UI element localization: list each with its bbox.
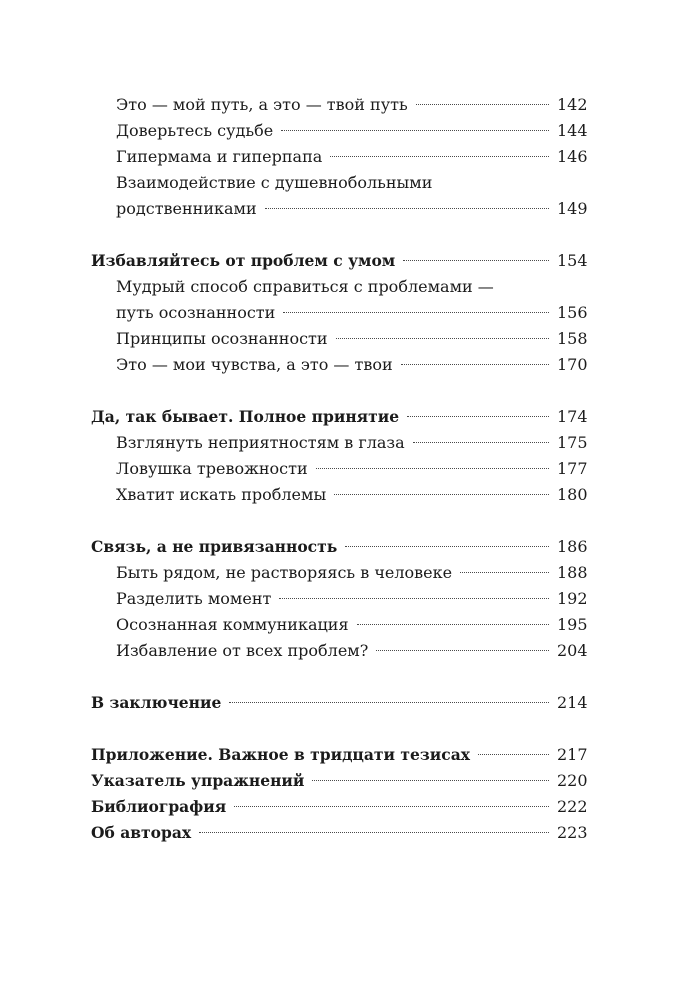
toc-entry-title: путь осознанности xyxy=(116,303,276,322)
toc-entry xyxy=(91,118,587,144)
toc-entry xyxy=(91,560,587,586)
toc-entry-title: Избавление от всех проблем? xyxy=(116,641,369,660)
toc-entry-page: 192 xyxy=(557,589,588,608)
toc-chapter-title: Избавляйтесь от проблем с умом xyxy=(91,251,396,270)
toc-entry xyxy=(91,586,587,612)
toc-entry xyxy=(91,430,587,456)
toc-entry-page: 158 xyxy=(557,329,588,348)
toc-entry-title: Взаимодействие с душевнобольными xyxy=(116,173,433,192)
toc-entry-page: 175 xyxy=(557,433,588,452)
toc-entry xyxy=(91,300,587,326)
dot-leader xyxy=(229,702,549,703)
toc-chapter xyxy=(91,742,587,768)
dot-leader xyxy=(234,806,549,807)
toc-chapter xyxy=(91,794,587,820)
toc-entry-title: Мудрый способ справиться с проблемами — xyxy=(116,277,494,296)
toc-chapter-title: В заключение xyxy=(91,693,222,712)
dot-leader xyxy=(407,416,549,417)
dot-leader xyxy=(330,156,549,157)
dot-leader xyxy=(336,338,549,339)
dot-leader xyxy=(460,572,549,573)
toc-entry-title: родственниками xyxy=(116,199,257,218)
toc-entry-page: 177 xyxy=(557,459,588,478)
dot-leader xyxy=(357,624,549,625)
toc-entry xyxy=(91,144,587,170)
toc-entry xyxy=(91,638,587,664)
toc-chapter-page: 174 xyxy=(557,407,588,426)
toc-entry-page: 180 xyxy=(557,485,588,504)
toc-entry-title: Осознанная коммуникация xyxy=(116,615,349,634)
dot-leader xyxy=(199,832,549,833)
dot-leader xyxy=(281,130,549,131)
dot-leader xyxy=(403,260,549,261)
dot-leader xyxy=(316,468,549,469)
toc-entry xyxy=(91,170,587,196)
toc-chapter-page: 217 xyxy=(557,745,588,764)
toc-entry-title: Принципы осознанности xyxy=(116,329,328,348)
toc-chapter xyxy=(91,820,587,846)
toc-entry xyxy=(91,196,587,222)
toc-chapter-title: Об авторах xyxy=(91,823,192,842)
dot-leader xyxy=(376,650,549,651)
toc-entry-page: 142 xyxy=(557,95,588,114)
dot-leader xyxy=(413,442,549,443)
toc-chapter-page: 214 xyxy=(557,693,588,712)
dot-leader xyxy=(312,780,549,781)
toc-entry-title: Доверьтесь судьбе xyxy=(116,121,274,140)
dot-leader xyxy=(334,494,549,495)
dot-leader xyxy=(478,754,549,755)
toc-entry xyxy=(91,92,587,118)
toc-entry-page: 204 xyxy=(557,641,588,660)
dot-leader xyxy=(283,312,549,313)
table-of-contents xyxy=(91,92,587,846)
dot-leader xyxy=(265,208,549,209)
toc-entry-title: Быть рядом, не растворяясь в человеке xyxy=(116,563,453,582)
toc-entry-title: Это — мои чувства, а это — твои xyxy=(116,355,393,374)
toc-entry xyxy=(91,326,587,352)
toc-entry xyxy=(91,456,587,482)
toc-chapter xyxy=(91,404,587,430)
dot-leader xyxy=(345,546,549,547)
toc-entry-title: Взглянуть неприятностям в глаза xyxy=(116,433,405,452)
toc-chapter-page: 222 xyxy=(557,797,588,816)
toc-entry-title: Разделить момент xyxy=(116,589,272,608)
toc-entry xyxy=(91,482,587,508)
toc-entry-title: Гипермама и гиперпапа xyxy=(116,147,323,166)
toc-entry-title: Хватит искать проблемы xyxy=(116,485,327,504)
toc-entry-page: 188 xyxy=(557,563,588,582)
toc-chapter-page: 154 xyxy=(557,251,588,270)
toc-chapter-page: 186 xyxy=(557,537,588,556)
toc-chapter-title: Связь, а не привязанность xyxy=(91,537,338,556)
toc-entry-page: 146 xyxy=(557,147,588,166)
toc-entry-title: Это — мой путь, а это — твой путь xyxy=(116,95,408,114)
toc-chapter-title: Указатель упражнений xyxy=(91,771,305,790)
toc-entry-page: 195 xyxy=(557,615,588,634)
toc-entry xyxy=(91,612,587,638)
toc-entry-title: Ловушка тревожности xyxy=(116,459,308,478)
toc-entry-page: 156 xyxy=(557,303,588,322)
toc-chapter xyxy=(91,690,587,716)
toc-entry-page: 144 xyxy=(557,121,588,140)
toc-chapter xyxy=(91,534,587,560)
toc-entry-page: 170 xyxy=(557,355,588,374)
toc-chapter xyxy=(91,248,587,274)
toc-chapter-title: Библиография xyxy=(91,797,227,816)
toc-chapter-page: 220 xyxy=(557,771,588,790)
dot-leader xyxy=(416,104,549,105)
toc-entry xyxy=(91,352,587,378)
dot-leader xyxy=(401,364,549,365)
toc-chapter-page: 223 xyxy=(557,823,588,842)
toc-entry-page: 149 xyxy=(557,199,588,218)
toc-chapter xyxy=(91,768,587,794)
toc-chapter-title: Да, так бывает. Полное принятие xyxy=(91,407,400,426)
toc-chapter-title: Приложение. Важное в тридцати тезисах xyxy=(91,745,470,764)
toc-entry xyxy=(91,274,587,300)
dot-leader xyxy=(279,598,549,599)
